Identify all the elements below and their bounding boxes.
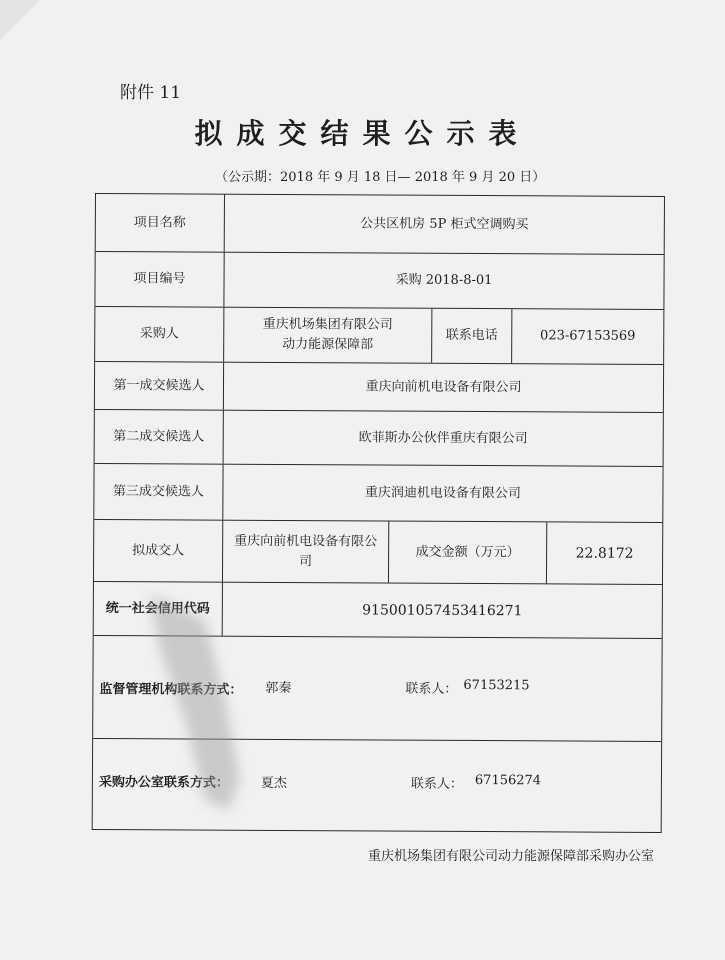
phone-label: 联系电话 — [431, 309, 511, 363]
row-project-name — [96, 194, 664, 255]
project-no-label: 项目编号 — [133, 271, 186, 287]
credit-code-label: 统一社会信用代码 — [105, 600, 210, 617]
awardee-value-line1: 重庆向前机电设备有限公 — [234, 533, 378, 549]
awardee-value-line2: 司 — [299, 553, 313, 569]
awardee-value — [222, 521, 388, 583]
notice-period: （公示期：2018 年 9 月 18 日— 2018 年 9 月 20 日） — [215, 170, 546, 185]
row-supervision — [93, 636, 662, 742]
credit-code-value: 915001057453416271 — [222, 583, 662, 638]
project-name-value: 公共区机房 5P 柜式空调购买 — [224, 195, 664, 254]
project-no-value: 采购 2018-8-01 — [223, 253, 663, 309]
project-name-label: 项目名称 — [133, 214, 186, 230]
purchaser-value-line1: 重庆机场集团有限公司 — [262, 316, 393, 333]
row-purchase-office — [93, 739, 661, 834]
candidate-3-value: 重庆润迪机电设备有限公司 — [222, 465, 662, 522]
purchaser-label: 采购人 — [139, 326, 179, 342]
row-candidate-3 — [94, 464, 662, 523]
row-candidate-1 — [95, 362, 663, 413]
purchaser-value-line2: 动力能源保障部 — [282, 336, 374, 353]
supervision-phone: 67153215 — [463, 677, 530, 694]
purchase-office-contact-label: 联系人： — [410, 776, 463, 792]
supervision-label: 监督管理机构联系方式： — [99, 682, 243, 698]
amount-value: 22.8172 — [546, 522, 662, 584]
candidate-1-label: 第一成交候选人 — [113, 377, 205, 394]
awardee-label: 拟成交人 — [132, 542, 185, 558]
candidate-2-value: 欧菲斯办公伙伴重庆有限公司 — [223, 411, 663, 466]
purchase-office-person: 夏杰 — [260, 775, 287, 792]
row-purchaser — [95, 307, 663, 365]
amount-label: 成交金额（万元） — [388, 522, 546, 584]
supervision-person: 郭秦 — [265, 680, 292, 697]
phone-value: 023-67153569 — [511, 309, 663, 364]
attachment-number: 附件 11 — [120, 83, 182, 103]
purchase-office-phone: 67156274 — [474, 772, 542, 789]
purchaser-value — [223, 308, 431, 363]
supervision-contact-label: 联系人： — [405, 681, 458, 697]
row-awardee — [94, 520, 662, 585]
result-table — [92, 193, 665, 833]
candidate-1-value: 重庆向前机电设备有限公司 — [223, 363, 663, 412]
purchase-office-label: 采购办公室联系方式： — [98, 775, 229, 791]
row-credit-code — [94, 582, 662, 639]
candidate-2-label: 第二成交候选人 — [113, 428, 205, 445]
row-project-no — [95, 252, 663, 310]
candidate-3-label: 第三成交候选人 — [112, 483, 204, 500]
page-title: 拟成交结果公示表 — [194, 117, 531, 150]
footer-issuer: 重庆机场集团有限公司动力能源保障部采购办公室 — [368, 849, 655, 864]
row-candidate-2 — [95, 410, 663, 467]
